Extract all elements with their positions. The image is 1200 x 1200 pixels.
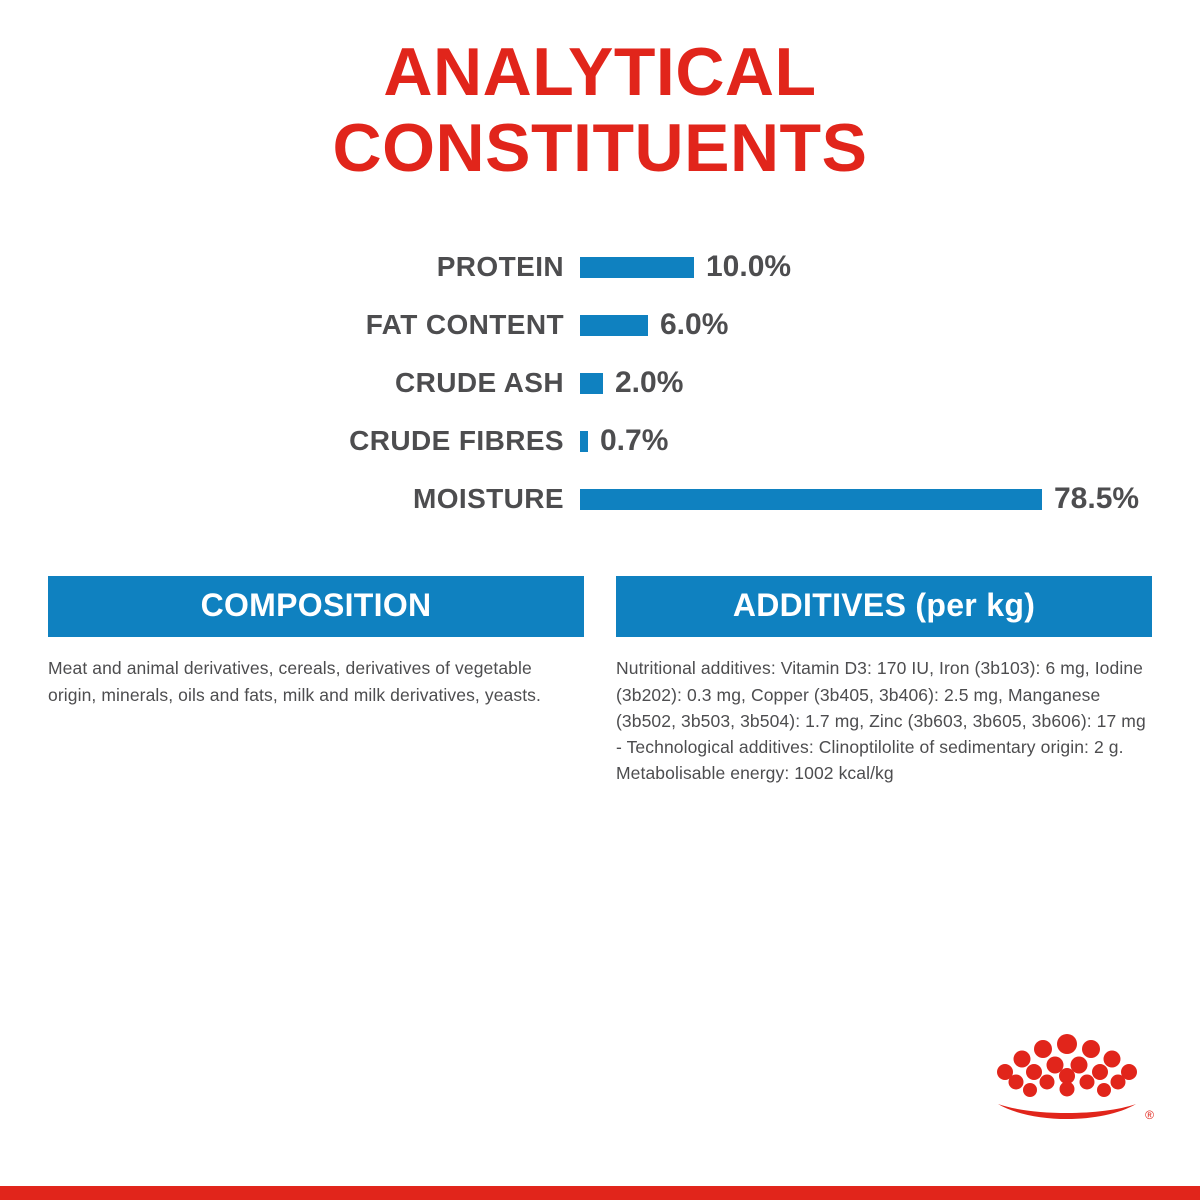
bar-value: 78.5% bbox=[1054, 482, 1140, 516]
bar-value: 0.7% bbox=[600, 424, 669, 458]
crown-icon bbox=[992, 1032, 1142, 1124]
bar-track bbox=[580, 366, 1180, 400]
bar-fill bbox=[580, 431, 588, 452]
registered-mark: ® bbox=[1145, 1108, 1154, 1122]
bar-fill bbox=[580, 489, 1042, 510]
bar-track bbox=[580, 308, 1180, 342]
info-panels bbox=[0, 576, 1200, 786]
composition-heading: COMPOSITION bbox=[48, 576, 584, 637]
page-title: ANALYTICAL CONSTITUENTS bbox=[332, 34, 868, 187]
bar-fill bbox=[580, 315, 648, 336]
bar-track bbox=[580, 424, 1180, 458]
additives-heading: ADDITIVES (per kg) bbox=[616, 576, 1152, 637]
bar-label: MOISTURE bbox=[413, 483, 564, 515]
bar-label: CRUDE FIBRES bbox=[349, 425, 564, 457]
bar-row bbox=[20, 238, 1180, 296]
bar-row bbox=[20, 354, 1180, 412]
composition-panel bbox=[48, 576, 584, 786]
analytical-constituents-chart bbox=[20, 238, 1180, 528]
bar-value: 6.0% bbox=[660, 308, 729, 342]
footer-accent-bar bbox=[0, 1186, 1200, 1200]
bar-fill bbox=[580, 257, 694, 278]
bar-value: 10.0% bbox=[706, 250, 792, 284]
bar-row bbox=[20, 412, 1180, 470]
composition-text: Meat and animal derivatives, cereals, derivatives of vegetable origin, minerals, oils and fats, milk and milk derivatives, yeasts. bbox=[48, 658, 541, 705]
bar-track bbox=[580, 250, 1180, 284]
bar-label: CRUDE ASH bbox=[394, 367, 564, 399]
bar-track bbox=[580, 482, 1180, 516]
bar-fill bbox=[580, 373, 603, 394]
bar-value: 2.0% bbox=[615, 366, 684, 400]
bar-label: PROTEIN bbox=[436, 251, 564, 283]
additives-text: Nutritional additives: Vitamin D3: 170 IU, Iron (3b103): 6 mg, Iodine (3b202): 0.3 mg, Copper (3b405, 3b406): 2.5 mg, Manganese (3b502, 3b503, 3b504): 1.7 mg, Zinc (3b603, 3b605, 3b606): 17 mg - Technological additives: Clinoptilolite of sedimentary origin: 2 g. Metabolisable energy: 1002 kcal/kg bbox=[616, 658, 1146, 784]
bar-row bbox=[20, 470, 1180, 528]
royal-canin-logo bbox=[992, 1032, 1154, 1124]
bar-label: FAT CONTENT bbox=[365, 309, 564, 341]
additives-panel bbox=[616, 576, 1152, 786]
bar-row bbox=[20, 296, 1180, 354]
